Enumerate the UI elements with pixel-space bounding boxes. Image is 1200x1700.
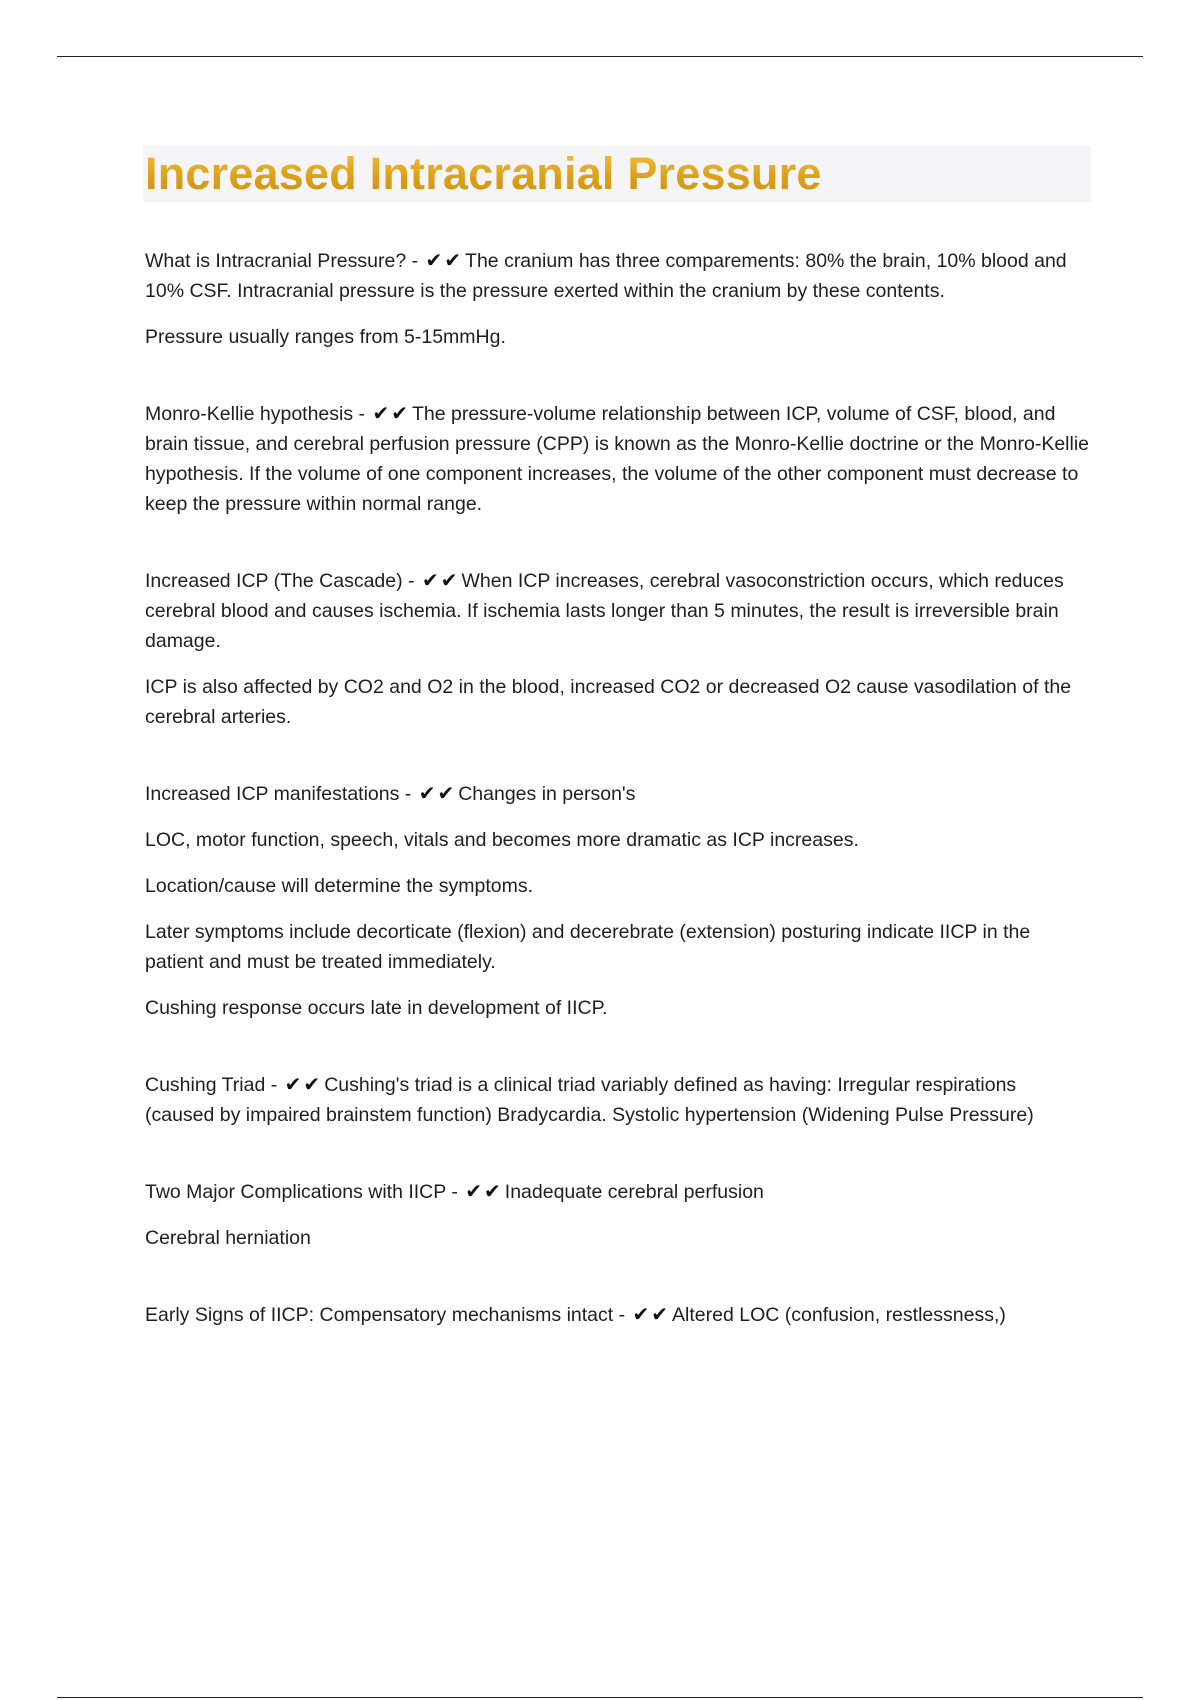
qa-extra: Location/cause will determine the symptoms. [145, 875, 534, 897]
qa-line: Two Major Complications with IICP - ✔✔ Inadequate cerebral perfusion [145, 1179, 764, 1203]
qa-answer: Altered LOC (confusion, restlessness,) [672, 1304, 1006, 1326]
qa-extra: Later symptoms include decorticate (flexion) and decerebrate (extension) posturing indicate IICP in the patient and must be treated immediately. [145, 921, 1031, 973]
qa-term: Increased ICP manifestations [145, 783, 400, 805]
qa-line: Increased ICP (The Cascade) - ✔✔ When ICP increases, cerebral vasoconstriction occurs, which reduces cerebral blood and causes ischemia. If ischemia lasts longer than 5 minutes, the result is irreversible brain damage. [145, 568, 1064, 652]
qa-line: Increased ICP manifestations - ✔✔ Changes in person's [145, 781, 636, 805]
qa-line: Cushing Triad - ✔✔ Cushing's triad is a clinical triad variably defined as having: Irregular respirations (caused by impaired brainstem function) Bradycardia. Systolic hypertension (Widening Pulse Pressure) [145, 1072, 1034, 1126]
qa-line: What is Intracranial Pressure? - ✔✔ The cranium has three comparements: 80% the brain, 10% blood and 10% CSF. Intracranial pressure is the pressure exerted within the cranium by these contents. [145, 248, 1067, 302]
qa-entry [145, 245, 1090, 352]
qa-answer: Changes in person's [458, 783, 636, 805]
qa-entry [145, 565, 1090, 732]
qa-term: What is Intracranial Pressure? [145, 250, 407, 272]
double-check-icon: ✔✔ [421, 568, 460, 592]
qa-answer: Inadequate cerebral perfusion [504, 1181, 764, 1203]
qa-term: Cushing Triad [145, 1074, 266, 1096]
qa-entry [145, 1299, 1090, 1330]
qa-extra: Pressure usually ranges from 5-15mmHg. [145, 326, 506, 348]
qa-term: Monro-Kellie hypothesis [145, 403, 354, 425]
qa-term: Early Signs of IICP: Compensatory mechanisms intact [145, 1304, 614, 1326]
document-title: Increased Intracranial Pressure [145, 146, 822, 202]
qa-line: Early Signs of IICP: Compensatory mechanisms intact - ✔✔ Altered LOC (confusion, restlessness,) [145, 1302, 1006, 1326]
qa-extra: Cushing response occurs late in development of IICP. [145, 997, 608, 1019]
qa-term: Increased ICP (The Cascade) [145, 570, 403, 592]
qa-entry [145, 778, 1090, 1023]
qa-extra: ICP is also affected by CO2 and O2 in the blood, increased CO2 or decreased O2 cause vasodilation of the cerebral arteries. [145, 676, 1072, 728]
double-check-icon: ✔✔ [632, 1302, 671, 1326]
qa-extra: Cerebral herniation [145, 1227, 311, 1249]
qa-entry [145, 1176, 1090, 1253]
qa-entry [145, 1069, 1090, 1130]
double-check-icon: ✔✔ [372, 401, 410, 425]
footer-rule [57, 1697, 1143, 1698]
double-check-icon: ✔✔ [284, 1072, 323, 1096]
qa-entry [145, 398, 1090, 519]
qa-answer: The cranium has three comparements: 80% the brain, 10% blood and 10% CSF. Intracranial pressure is the pressure exerted within the cranium by these contents. [145, 250, 1067, 302]
double-check-icon: ✔✔ [465, 1179, 503, 1203]
qa-answer: The pressure-volume relationship between ICP, volume of CSF, blood, and brain tissue, and cerebral perfusion pressure (CPP) is known as the Monro-Kellie doctrine or the Monro-Kellie hypothesis. If the volume of one component increases, the volume of the other component must decrease to keep the pressure within normal range. [145, 403, 1090, 515]
qa-answer: Cushing's triad is a clinical triad variably defined as having: Irregular respirations (caused by impaired brainstem function) Bradycardia. Systolic hypertension (Widening Pulse Pressure) [145, 1074, 1034, 1126]
qa-extra: LOC, motor function, speech, vitals and becomes more dramatic as ICP increases. [145, 829, 859, 851]
header-rule [57, 56, 1143, 57]
document-body [145, 245, 1090, 1346]
qa-answer: When ICP increases, cerebral vasoconstriction occurs, which reduces cerebral blood and causes ischemia. If ischemia lasts longer than 5 minutes, the result is irreversible brain damage. [145, 570, 1064, 652]
qa-line: Monro-Kellie hypothesis - ✔✔ The pressure-volume relationship between ICP, volume of CSF, blood, and brain tissue, and cerebral perfusion pressure (CPP) is known as the Monro-Kellie doctrine or the Monro-Kellie hypothesis. If the volume of one component increases, the volume of the other component must decrease to keep the pressure within normal range. [145, 401, 1090, 515]
double-check-icon: ✔✔ [425, 248, 464, 272]
double-check-icon: ✔✔ [418, 781, 457, 805]
qa-term: Two Major Complications with IICP [145, 1181, 446, 1203]
